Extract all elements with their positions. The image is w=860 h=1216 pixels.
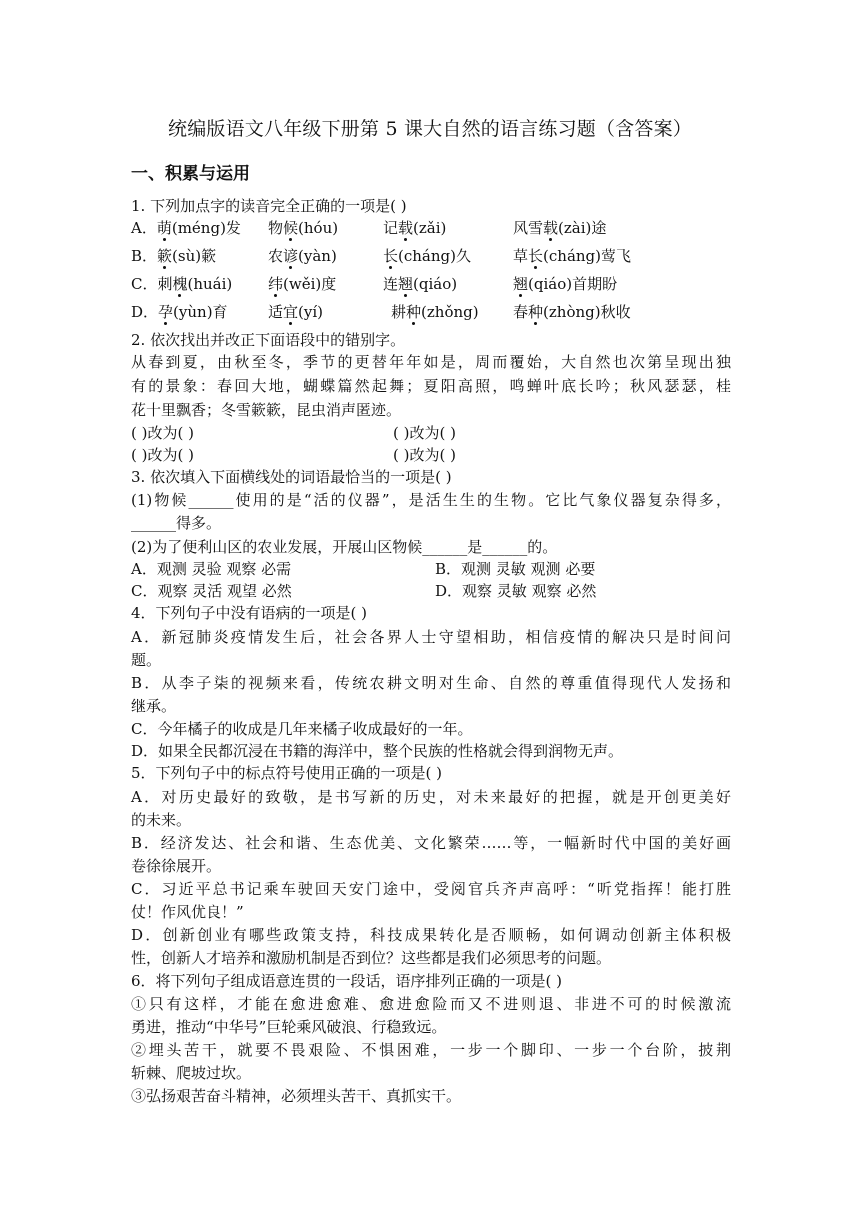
q4-option-a-cont: 题。 <box>131 651 162 669</box>
q2-paragraph-line: 花十里飘香；冬雪簌簌，昆虫消声匿迹。 <box>131 401 402 419</box>
q1-b-3: 长(cháng)久 <box>383 247 471 265</box>
q4-option-c: C．今年橘子的收成是几年来橘子收成最好的一年。 <box>131 720 473 738</box>
q5-stem: 5．下列句子中的标点符号使用正确的一项是( ) <box>131 764 443 782</box>
q1-c-2: 纬(wěi)度 <box>268 275 337 293</box>
q1-b-2: 农谚(yàn) <box>268 247 337 265</box>
emphasis-dot-char: 簌 <box>157 247 173 265</box>
q1-a-3: 记载(zǎi) <box>383 219 447 237</box>
q3-stem: 3. 依次填入下面横线处的词语最恰当的一项是( ) <box>131 468 452 486</box>
q2-stem: 2. 依次找出并改正下面语段中的错别字。 <box>131 331 406 349</box>
q4-option-b: B．从李子柒的视频来看，传统农耕文明对生命、自然的尊重值得现代人发扬和 <box>131 674 731 692</box>
emphasis-dot-char: 萌 <box>156 219 172 237</box>
emphasis-dot-char: 翘 <box>513 275 529 293</box>
emphasis-dot-char: 载 <box>543 219 559 237</box>
q5-option-d-cont: 性，创新人才培养和激励机制是否到位？这些都是我们必须思考的问题。 <box>131 949 612 967</box>
q1-d-2: 适宜(yí) <box>268 303 324 321</box>
q2-blank: ( )改为( ) <box>393 424 456 442</box>
q3-option-d: D．观察 灵敏 观察 必然 <box>435 582 597 600</box>
document-title: 统编版语文八年级下册第 5 课大自然的语言练习题（含答案） <box>168 118 692 140</box>
q5-option-a-cont: 的未来。 <box>131 811 192 829</box>
emphasis-dot-char: 谚 <box>283 247 299 265</box>
emphasis-dot-char: 宜 <box>283 303 299 321</box>
q6-item-2: ②埋头苦干，就要不畏艰险、不惧困难，一步一个脚印、一步一个台阶，披荆 <box>131 1041 731 1059</box>
q3-sentence-1: (1)物候______使用的是“活的仪器”，是活生生的生物。它比气象仪器复杂得多， <box>131 491 731 509</box>
q3-option-c: C．观察 灵活 观望 必然 <box>131 582 292 600</box>
q2-blank: ( )改为( ) <box>131 424 194 442</box>
emphasis-dot-char: 槐 <box>172 275 188 293</box>
q3-sentence-1-cont: ______得多。 <box>131 514 222 532</box>
q6-item-1: ①只有这样，才能在愈进愈难、愈进愈险而又不进则退、非进不可的时候激流 <box>131 995 731 1013</box>
emphasis-dot-char: 载 <box>398 219 414 237</box>
q2-paragraph-line: 从春到夏，由秋至冬，季节的更替年年如是，周而覆始，大自然也次第呈现出独 <box>131 353 731 371</box>
q4-option-b-cont: 继承。 <box>131 697 177 715</box>
q1-a-4: 风雪载(zài)途 <box>513 219 607 237</box>
q5-option-a: A．对历史最好的致敬，是书写新的历史，对未来最好的把握，就是开创更美好 <box>131 788 731 806</box>
q5-option-c: C．习近平总书记乘车驶回天安门途中，受阅官兵齐声高呼：“听党指挥！能打胜 <box>131 880 731 898</box>
q5-option-c-cont: 仗！作风优良！” <box>131 903 244 921</box>
section-heading: 一、积累与运用 <box>131 164 250 184</box>
q2-paragraph-line: 有的景象：春回大地，蝴蝶篇然起舞；夏阳高照，鸣蝉叶底长吟；秋风瑟瑟，桂 <box>131 377 731 395</box>
q5-option-d: D．创新创业有哪些政策支持，科技成果转化是否顺畅，如何调动创新主体积极 <box>131 926 731 944</box>
q1-b-1: B．簌(sù)簌 <box>131 247 217 265</box>
q3-sentence-2: (2)为了便利山区的农业发展，开展山区物候______是______的。 <box>131 538 558 556</box>
q6-item-1-cont: 勇进，推动“中华号”巨轮乘风破浪、行稳致远。 <box>131 1018 447 1036</box>
q4-option-a: A．新冠肺炎疫情发生后，社会各界人士守望相助，相信疫情的解决只是时间问 <box>131 628 731 646</box>
q1-a-1: A．萌(méng)发 <box>131 219 241 237</box>
emphasis-dot-char: 孕 <box>158 303 174 321</box>
q4-option-d: D．如果全民都沉浸在书籍的海洋中，整个民族的性格就会得到润物无声。 <box>131 742 624 760</box>
q4-stem: 4．下列句子中没有语病的一项是( ) <box>131 604 368 622</box>
q3-option-a: A．观测 灵验 观察 必需 <box>131 560 292 578</box>
emphasis-dot-char: 翘 <box>398 275 414 293</box>
q1-d-4: 春种(zhòng)秋收 <box>513 303 631 321</box>
q6-item-3: ③弘扬艰苦奋斗精神，必须埋头苦干、真抓实干。 <box>131 1087 462 1105</box>
q2-blank: ( )改为( ) <box>393 446 456 464</box>
emphasis-dot-char: 长 <box>383 247 399 265</box>
q1-d-1: D．孕(yùn)育 <box>131 303 228 321</box>
q1-a-2: 物候(hóu) <box>268 219 339 237</box>
emphasis-dot-char: 候 <box>283 219 299 237</box>
q1-c-4: 翘(qiáo)首期盼 <box>513 275 618 293</box>
q6-stem: 6．将下列句子组成语意连贯的一段话，语序排列正确的一项是( ) <box>131 972 563 990</box>
q1-d-3: 耕种(zhǒng) <box>391 303 479 321</box>
q6-item-2-cont: 斩棘、爬坡过坎。 <box>131 1064 252 1082</box>
emphasis-dot-char: 纬 <box>268 275 284 293</box>
q1-stem: 1. 下列加点字的读音完全正确的一项是( ) <box>131 197 407 215</box>
emphasis-dot-char: 长 <box>528 247 544 265</box>
q1-c-1: C．刺槐(huái) <box>131 275 233 293</box>
q5-option-b-cont: 卷徐徐展开。 <box>131 857 222 875</box>
q2-blank: ( )改为( ) <box>131 446 194 464</box>
emphasis-dot-char: 种 <box>528 303 544 321</box>
q3-option-b: B．观测 灵敏 观测 必要 <box>435 560 596 578</box>
q5-option-b: B．经济发达、社会和谐、生态优美、文化繁荣……等，一幅新时代中国的美好画 <box>131 834 731 852</box>
q1-c-3: 连翘(qiáo) <box>383 275 458 293</box>
emphasis-dot-char: 种 <box>406 303 422 321</box>
q1-b-4: 草长(cháng)莺飞 <box>513 247 632 265</box>
